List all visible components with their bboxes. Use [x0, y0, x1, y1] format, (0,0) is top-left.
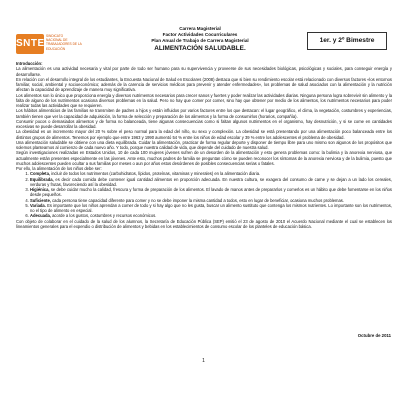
- list-text: se debe cuidar mucho la calidad, frescura y forma de preparación de los alimentos. El lavado de manos antes de prepararlos y comerlos es un hábito que debe fomentarse en los niños desde pequeños.: [30, 187, 392, 198]
- paragraph: La alimentación es una actividad necesaria y vital por parte de todo ser humano para su supervivencia y proveerse de sus necesidades biológicas, psicológicas y sociales, para conseguir energía y desarrollarse.: [16, 66, 392, 77]
- title-alimentacion: ALIMENTACIÓN SALUDABLE.: [154, 44, 246, 52]
- paragraph: Una alimentación saludable se obtiene con una dieta equilibrada. Cuidar la alimentación, practicar de forma regular deporte y disponer de tiempo libre para uno mismo son algunos de los propósitos que solemos plantearnos al comienzo de cada nuevo año. Y todo, porque nuestra calidad de vida, que depende del cuidado de nuestra salud.: [16, 139, 392, 150]
- logo-line: TRABAJADORES DE LA: [46, 42, 82, 47]
- list-item: [30, 187, 392, 198]
- list-term: Higiénica,: [30, 187, 50, 192]
- title-plan-anual: Plan Anual de Trabajo de Carrera Magisterial: [151, 38, 249, 44]
- logo-line: NACIONAL DE: [46, 38, 68, 43]
- snte-logo-mark: SNTE: [16, 34, 44, 54]
- paragraph: Consumir pocos o demasiados alimentos y de forma no balanceada, tiene algunas consecuencias como si faltan algunos nutrimentos en el organismo, hay desnutrición, y si se come en cantidades excesivas se puede desarrollar la obesidad.: [16, 118, 392, 129]
- snte-logo: [16, 34, 86, 60]
- title-carrera-magisterial: Carrera Magisterial: [179, 26, 221, 31]
- paragraph: Los hábitos alimenticios de las familias se transmiten de padres a hijos y están influidos por varios factores entre los que destacan: el lugar geográfico, el clima, la vegetación, costumbres y experiencias, también tienen que ver la capacidad de adquisición, la forma de selección y preparación de los alimentos y la forma de consumirlos (horarios, compañía).: [16, 108, 392, 119]
- list-item: [30, 203, 392, 214]
- list-term: Suficiente,: [30, 197, 51, 203]
- snte-logo-text: [46, 34, 88, 51]
- paragraph: Según investigaciones realizadas en Estados Unidos, 10 de cada 100 mujeres jóvenes sufren de un desorden de la alimentación y esto genera problemas como: la bulimia y la anorexia nerviosa, que actualmente están presentes especialmente en las jóvenes. Ante esto, muchos padres de familia se preguntan cómo se pueden reconocer los síntomas de la anorexia nerviosa y de la bulimia, puesto que muchos adolescentes pueden ocultar a sus familias por meses o aun por años estos desórdenes de posibles consecuencias serias o fatales.: [16, 150, 392, 166]
- logo-line: SINDICATO: [46, 34, 64, 38]
- closing-paragraph: Con objeto de colaborar en el cuidado de la salud de los alumnos, la Secretaría de Educación Pública (SEP) emitió el 23 de agosto de 2010 el Acuerdo Nacional mediante el cual se establecen los lineamientos generales para el expendio o distribución de alimentos y bebidas en los establecimientos de consumo escolar de los planteles de educación básica.: [16, 218, 392, 229]
- paragraph: En relación con el desarrollo integral de los estudiantes, la Encuesta Nacional de Salud en Escolares (2008) destaca que si bien su rendimiento escolar está relacionado con diversos factores «los entornos familiar, social, ambiental y socioeconómico; además de la carencia de servicios médicos para prevenir y atender enfermedades», los problemas de salud asociados con la alimentación y la nutrición afectan la capacidad de aprendizaje de manera muy significativa.: [16, 76, 392, 93]
- list-text: cada persona tiene capacidad diferente para comer y no se debe imponer la misma cantidad a todos, esto en lugar de beneficiar, ocasiona muchos problemas.: [50, 197, 344, 203]
- list-text: es decir cada comida debe contener igual cantidad alimentos en proporción adecuada. En nuestra cultura, se exagera del consumo de carne y se dejan a un lado los cereales, verduras y frutas, favoreciendo así la obesidad.: [30, 176, 392, 187]
- document-date: Octubre de 2011: [357, 333, 391, 338]
- list-text: acorde a los gustos, costumbres y recursos económicos.: [50, 213, 157, 219]
- list-text: Es importante que los niños aprendan a comer de todo y si hay algo que no les gusta, buscar un alimento sustituto que contenga los mismos nutrientes. Lo importante son los nutrimentos, no el tipo de alimento en especial.: [30, 202, 392, 213]
- list-term: Completa,: [30, 171, 51, 177]
- paragraph: La obesidad es un incremento mayor del 20 % sobre el peso normal para la edad del niño, su sexo y complexión. La obesidad se está presentando por una alimentación poco balanceada entre los distintos grupos de alimentos. Tenemos por ejemplo que entre 1963 y 1990 aumentó 54 % entre los niños de edad escolar y 39 % entre los adolescentes el problema de obesidad.: [16, 129, 392, 140]
- bimestre-badge: 1er. y 2º Bimestre: [307, 32, 387, 50]
- title-block: [100, 26, 300, 53]
- page-number: 1: [202, 358, 205, 364]
- list-item: [30, 177, 392, 188]
- logo-line: EDUCACIÓN: [46, 46, 66, 51]
- paragraph: Por ello, la alimentación de los niños debe ser:: [16, 166, 102, 171]
- intro-heading: Introducción:: [16, 61, 43, 66]
- title-factor: Factor Actividades Cocurriculares: [162, 32, 238, 38]
- list-text: incluir de todos los nutrimentos (carbohidratos, lípidos, proteínas, vitaminas y minerales) en la alimentación diaria.: [50, 171, 261, 177]
- list-term: Adecuada,: [30, 213, 51, 219]
- paragraph: Los alimentos son lo único que proporciona energía y diversos nutrimentos necesarios para crecer sanos y fuertes y poder realizar las actividades diarias. Ninguna persona logra sobrevivir sin alimento y la falta de alguno de los nutrimentos ocasiona diversos problemas en la salud. Pero no hay que comer por comer, sino hay que obtener por medio de los alimentos, los nutrimentos necesarios para poder realizar todas las actividades que se requieren.: [16, 92, 392, 108]
- list-term: Equilibrada,: [30, 176, 54, 182]
- nutrition-list: [16, 171, 392, 218]
- list-term: Variada.: [30, 202, 46, 208]
- document-body: [16, 61, 392, 229]
